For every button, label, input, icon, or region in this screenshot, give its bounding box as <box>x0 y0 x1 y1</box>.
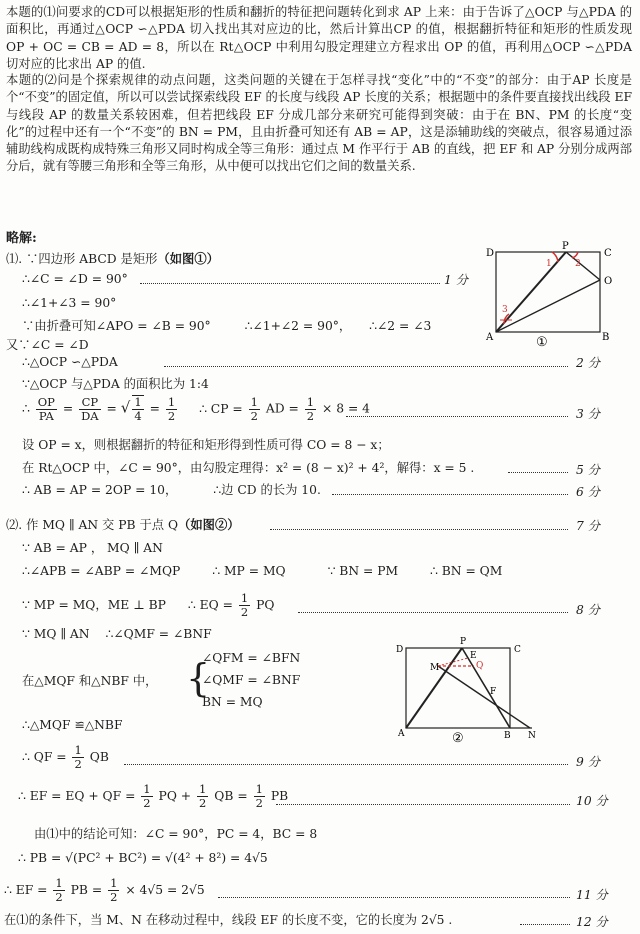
p2-line-7: ∴△MQF ≌△NBF <box>22 718 123 732</box>
leader-dots <box>164 366 568 367</box>
p1-line-5: 又∵∠C = ∠D <box>6 338 89 352</box>
leader-dots <box>218 897 570 898</box>
p2-line-12: ∴ EF = $\frac{1}{2}$ PB = $\frac{1}{2}$ × 4√5 = 2√5 <box>4 876 205 904</box>
score-11: 11 分 <box>576 888 608 902</box>
point-label: A <box>398 729 405 739</box>
angle-label: 2 <box>575 259 581 269</box>
point-label: A <box>486 332 494 343</box>
p2-line-1: ⑵. 作 MQ ∥ AN 交 PB 于点 Q（如图②） <box>6 517 240 532</box>
p1-line-10: 在 Rt△OCP 中，∠C = 90°，由勾股定理得：x² = (8 − x)² + 4²，解得：x = 5 . <box>22 461 475 475</box>
score-6: 6 分 <box>576 485 601 499</box>
p1-line-8-fractions: ∴ $\frac{OP}{PA}$ = $\frac{CP}{DA}$ = √ $\frac{1}{4}$ = $\frac{1}{2}$ ∴ CP = $\frac{1}{2}$ AD = $\frac{1}{2}$ × 8 = 4 <box>22 394 370 423</box>
system-eq-3: BN = MQ <box>202 695 263 709</box>
score-8: 8 分 <box>576 603 601 617</box>
p2-line-6: 在△MQF 和△NBF 中， <box>22 674 158 688</box>
p2-line-3: ∴∠APB = ∠ABP = ∠MQP ∴ MP = MQ ∵ BN = PM ∴ BN = QM <box>22 564 503 578</box>
score-2: 2 分 <box>576 356 601 370</box>
leader-dots <box>124 764 568 765</box>
p2-line-8: ∴ QF = $\frac{1}{2}$ QB <box>22 743 109 771</box>
figure-2-diagram <box>392 634 544 746</box>
figure-label: ① <box>536 335 548 350</box>
score-9: 9 分 <box>576 755 601 769</box>
p2-line-11: ∴ PB = √(PC² + BC²) = √(4² + 8²) = 4√5 <box>18 851 268 865</box>
brace-icon: { <box>186 656 211 700</box>
p1-line-2: ∴∠C = ∠D = 90° <box>22 272 128 286</box>
leader-dots <box>276 804 570 805</box>
score-10: 10 分 <box>576 794 608 808</box>
score-12: 12 分 <box>576 915 608 929</box>
figure-label: ② <box>452 731 464 746</box>
figure-1-diagram <box>482 240 622 350</box>
solution-heading: 略解: <box>6 231 37 246</box>
score-1: 1 分 <box>444 273 469 287</box>
point-label: N <box>528 731 536 741</box>
p1-line-4: ∵由折叠可知∠APO = ∠B = 90° ∴∠1+∠2 = 90°， ∴∠2 = ∠3 <box>22 319 432 333</box>
p2-line-10: 由⑴中的结论可知：∠C = 90°，PC = 4，BC = 8 <box>34 827 318 841</box>
point-label: C <box>514 645 521 655</box>
leader-dots <box>520 924 570 925</box>
score-3: 3 分 <box>576 407 601 421</box>
leader-dots <box>270 529 568 530</box>
p1-line-9: 设 OP = x，则根据翻折的特征和矩形得到性质可得 CO = 8 − x； <box>22 438 390 452</box>
p1-line-11: ∴ AB = AP = 2OP = 10， ∴边 CD 的长为 10. <box>22 483 321 497</box>
point-label: E <box>470 651 477 661</box>
leader-dots <box>140 283 440 284</box>
p1-line-7: ∵△OCP 与△PDA 的面积比为 1:4 <box>22 377 209 391</box>
analysis-paragraph-1: 本题的⑴问要求的CD可以根据矩形的性质和翻折的特征把问题转化到求 AP 上来：由于告诉了△OCP 与△PDA 的面积比，再通过△OCP ∽△PDA 切入找出其对应边的比，然后计算出CP 的值，根据翻折特征和矩形的性质发现 OP + OC = CB = AD = 8，所以在 Rt△OCP 中利用勾股定理建立方程求出 OP 的值，再利用△OCP ∽△PDA 切对应的比求出 AP 的值. <box>6 5 632 71</box>
system-eq-1: ∠QFM = ∠BFN <box>202 651 301 665</box>
score-5: 5 分 <box>576 463 601 477</box>
p2-line-9: ∴ EF = EQ + QF = $\frac{1}{2}$ PQ + $\frac{1}{2}$ QB = $\frac{1}{2}$ PB <box>18 782 289 810</box>
point-label: P <box>460 637 467 647</box>
score-7: 7 分 <box>576 519 601 533</box>
angle-label: 3 <box>502 305 508 315</box>
angle-label: 1 <box>546 259 552 269</box>
leader-dots <box>508 472 568 473</box>
point-label: D <box>486 248 495 259</box>
p1-line-1: ⑴. ∵四边形 ABCD 是矩形（如图①） <box>6 251 219 266</box>
p2-line-4: ∵ MP = MQ，ME ⊥ BP ∴ EQ = $\frac{1}{2}$ PQ <box>22 591 275 619</box>
leader-dots <box>332 494 568 495</box>
p2-line-5: ∵ MQ ∥ AN ∴∠QMF = ∠BNF <box>22 627 212 641</box>
point-label: O <box>604 276 613 287</box>
point-label: P <box>562 241 569 252</box>
system-eq-2: ∠QMF = ∠BNF <box>202 673 301 687</box>
p2-line-2: ∵ AB = AP ， MQ ∥ AN <box>22 541 163 555</box>
point-label: C <box>604 248 612 259</box>
point-label: M <box>430 663 440 673</box>
point-label: B <box>504 731 511 741</box>
point-label: D <box>396 645 404 655</box>
analysis-paragraph-2: 本题的⑵问是个探索规律的动点问题，这类问题的关键在于怎样寻找“变化”中的“不变”的部分：由于AP 长度是个“不变”的固定值，所以可以尝试探索线段 EF 的长度与线段 AP 长度的关系；根据题中的条件要直接找出线段 EF 与线段 AP 的数量关系较困难，但若把线段 EF 分成几部分来研究可能得到突破：由于在 BN、PM 的长度“变化”的过程中还有一个“不变”的 BN = PM，且由折叠可知还有 AB = AP，这是添辅助线的突破点，很容易通过添辅助线构成既构成特殊三角形又同时构成全等三角形：通过点 M 作平行于 AB 的直线，把 EF 和 AP 分别分成两部分后，就有等腰三角形和全等三角形，从中便可以找出它们之间的数量关系. <box>6 73 632 174</box>
point-label: Q <box>476 661 484 671</box>
point-label: F <box>490 687 497 697</box>
p2-line-13: 在⑴的条件下，当 M、N 在移动过程中，线段 EF 的长度不变，它的长度为 2√5 . <box>4 913 453 927</box>
p1-line-6: ∴△OCP ∽△PDA <box>22 355 118 369</box>
point-label: B <box>602 332 610 343</box>
leader-dots <box>346 416 568 417</box>
leader-dots <box>298 612 568 613</box>
p1-line-3: ∴∠1+∠3 = 90° <box>22 296 117 310</box>
